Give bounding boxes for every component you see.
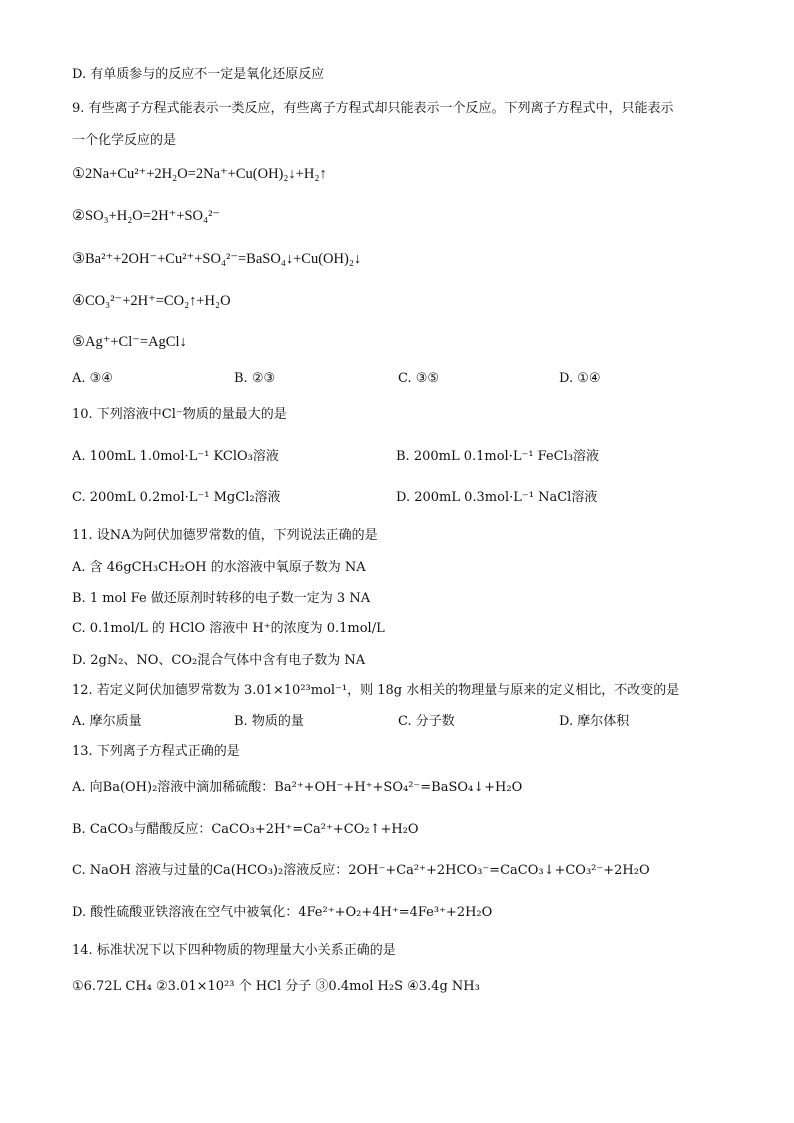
q9-options — [72, 370, 732, 388]
q11-option-c[interactable]: C. 0.1mol/L 的 HClO 溶液中 H⁺的浓度为 0.1mol/L — [72, 621, 385, 636]
q13-option-d[interactable]: D. 酸性硫酸亚铁溶液在空气中被氧化：4Fe²⁺+O₂+4H⁺=4Fe³⁺+2H₂O — [72, 905, 493, 920]
q11-option-b[interactable]: B. 1 mol Fe 做还原剂时转移的电子数一定为 3 NA — [72, 591, 371, 606]
q10-option-c[interactable]: C. 200mL 0.2mol·L⁻¹ MgCl₂溶液 — [72, 490, 281, 505]
q10-options-row1 — [72, 448, 732, 466]
q13-option-c[interactable]: C. NaOH 溶液与过量的Ca(HCO₃)₂溶液反应：2OH⁻+Ca²⁺+2HCO₃⁻=CaCO₃↓+CO₃²⁻+2H₂O — [72, 863, 650, 878]
q8-option-d: D. 有单质参与的反应不一定是氧化还原反应 — [72, 67, 325, 82]
q13-stem: 13. 下列离子方程式正确的是 — [72, 744, 240, 759]
q10-option-d[interactable]: D. 200mL 0.3mol·L⁻¹ NaCl溶液 — [396, 490, 598, 505]
q9-equation-4: ④CO₃²⁻+2H⁺=CO₂↑+H₂O — [72, 293, 231, 309]
q11-option-a[interactable]: A. 含 46gCH₃CH₂OH 的水溶液中氧原子数为 NA — [72, 560, 366, 575]
q12-option-d[interactable]: D. 摩尔体积 — [559, 714, 630, 729]
q14-items: ①6.72L CH₄ ②3.01×10²³ 个 HCl 分子 ③0.4mol H₂S ④3.4g NH₃ — [72, 979, 480, 994]
q9-equation-5: ⑤Ag⁺+Cl⁻=AgCl↓ — [72, 334, 187, 350]
q13-option-b[interactable]: B. CaCO₃与醋酸反应：CaCO₃+2H⁺=Ca²⁺+CO₂↑+H₂O — [72, 822, 419, 837]
q9-stem-line1: 9. 有些离子方程式能表示一类反应，有些离子方程式却只能表示一个反应。下列离子方程式中，只能表示 — [72, 101, 674, 116]
q9-equation-3: ③Ba²⁺+2OH⁻+Cu²⁺+SO₄²⁻=BaSO₄↓+Cu(OH)₂↓ — [72, 251, 362, 267]
q11-stem: 11. 设NA为阿伏加德罗常数的值，下列说法正确的是 — [72, 528, 378, 543]
q10-option-b[interactable]: B. 200mL 0.1mol·L⁻¹ FeCl₃溶液 — [396, 449, 599, 464]
q10-option-a[interactable]: A. 100mL 1.0mol·L⁻¹ KClO₃溶液 — [72, 449, 279, 464]
q14-stem: 14. 标准状况下以下四种物质的物理量大小关系正确的是 — [72, 943, 396, 958]
q12-options — [72, 713, 732, 731]
q12-stem: 12. 若定义阿伏加德罗常数为 3.01×10²³mol⁻¹，则 18g 水相关的物理量与原来的定义相比，不改变的是 — [72, 683, 680, 698]
q12-option-b[interactable]: B. 物质的量 — [234, 714, 304, 729]
q10-stem: 10. 下列溶液中Cl⁻物质的量最大的是 — [72, 407, 287, 422]
q9-equation-2: ②SO₃+H₂O=2H⁺+SO₄²⁻ — [72, 208, 221, 224]
q12-option-a[interactable]: A. 摩尔质量 — [72, 714, 142, 729]
q9-option-a[interactable]: A. ③④ — [72, 371, 113, 386]
q9-equation-1: ①2Na+Cu²⁺+2H₂O=2Na⁺+Cu(OH)₂↓+H₂↑ — [72, 166, 327, 182]
q9-option-b[interactable]: B. ②③ — [234, 371, 276, 386]
q12-option-c[interactable]: C. 分子数 — [398, 714, 455, 729]
q9-option-c[interactable]: C. ③⑤ — [398, 371, 440, 386]
q9-option-d[interactable]: D. ①④ — [559, 371, 601, 386]
q11-option-d[interactable]: D. 2gN₂、NO、CO₂混合气体中含有电子数为 NA — [72, 653, 366, 668]
q13-option-a[interactable]: A. 向Ba(OH)₂溶液中滴加稀硫酸：Ba²⁺+OH⁻+H⁺+SO₄²⁻=BaSO₄↓+H₂O — [72, 780, 523, 795]
q9-stem-line2: 一个化学反应的是 — [72, 133, 177, 148]
q10-options-row2 — [72, 489, 732, 507]
